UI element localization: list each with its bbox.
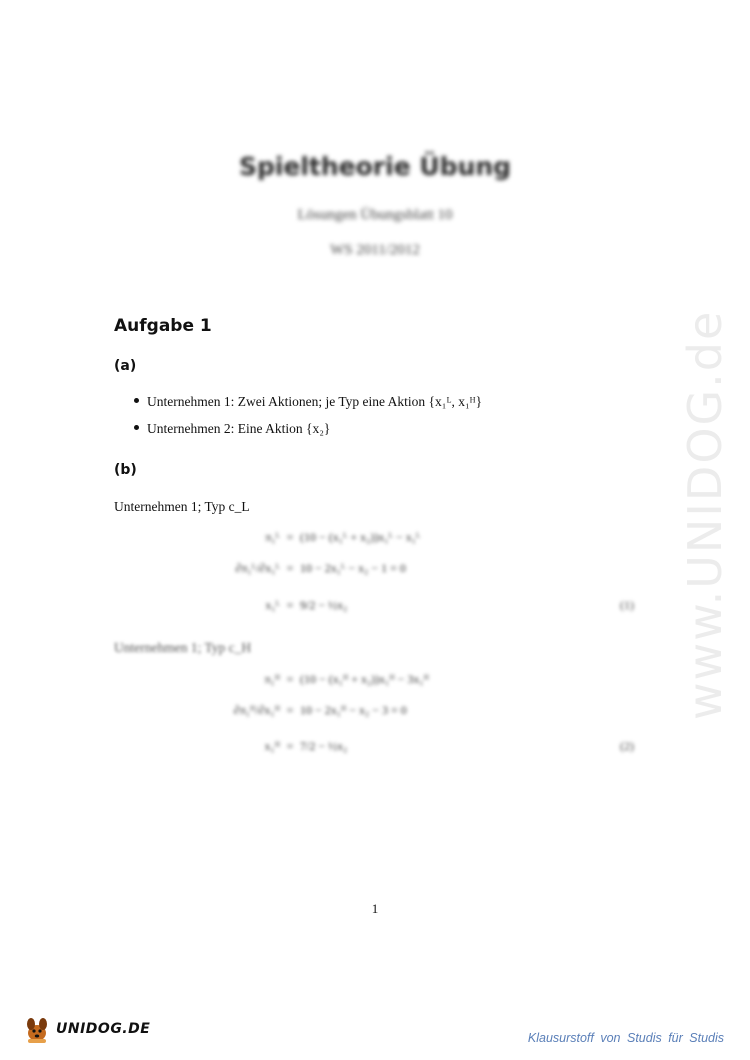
page-number: 1 [371, 901, 379, 916]
bullet-dot-icon [134, 398, 139, 403]
unidog-logo [22, 1014, 150, 1044]
dog-icon [22, 1014, 52, 1044]
footer-tagline: Klausurstoff von Studis für Studis [527, 1031, 724, 1045]
watermark: www.UNIDOG.de [678, 309, 732, 720]
subsection-b-label: (b) [114, 462, 137, 478]
bullet-text: Unternehmen 1: Zwei Aktionen; je Typ eine Aktion {x₁ᴸ, x₁ᴴ} [147, 394, 483, 409]
section-heading: Aufgabe 1 [114, 316, 212, 336]
bullet-item [134, 421, 330, 437]
equation-line: π₁ᴸ = (10 − (x₁ᴸ + x₂))x₁ᴸ − x₁ᴸ [265, 530, 421, 544]
bullet-item [134, 394, 482, 410]
logo-text: UNIDOG.DE [56, 1021, 151, 1037]
equation-line: ∂π₁ᴴ/∂x₁ᴴ = 10 − 2x₁ᴴ − x₂ − 3 = 0 [233, 703, 407, 717]
bullet-dot-icon [134, 425, 139, 430]
equation-line: x₁ᴸ = 9/2 − ½x₂ [265, 598, 348, 612]
equation-line: ∂π₁ᴸ/∂x₁ᴸ = 10 − 2x₁ᴸ − x₂ − 1 = 0 [235, 561, 406, 575]
bullet-text: Unternehmen 2: Eine Aktion {x₂} [147, 421, 331, 436]
equation-line: π₁ᴴ = (10 − (x₁ᴴ + x₂))x₁ᴴ − 3x₁ᴴ [264, 672, 429, 686]
case-intro: Unternehmen 1; Typ c_L [114, 499, 250, 514]
equation-line: x₁ᴴ = 7/2 − ½x₂ [264, 739, 348, 753]
document-title: Spieltheorie Übung [238, 152, 512, 181]
subsection-a-label: (a) [114, 358, 137, 374]
equation-number: (2) [620, 739, 634, 753]
equation-number: (1) [620, 598, 634, 612]
case-intro: Unternehmen 1; Typ c_H [114, 640, 252, 655]
document-subtitle: Lösungen Übungsblatt 10 [297, 207, 453, 223]
document-term: WS 2011/2012 [330, 242, 420, 258]
